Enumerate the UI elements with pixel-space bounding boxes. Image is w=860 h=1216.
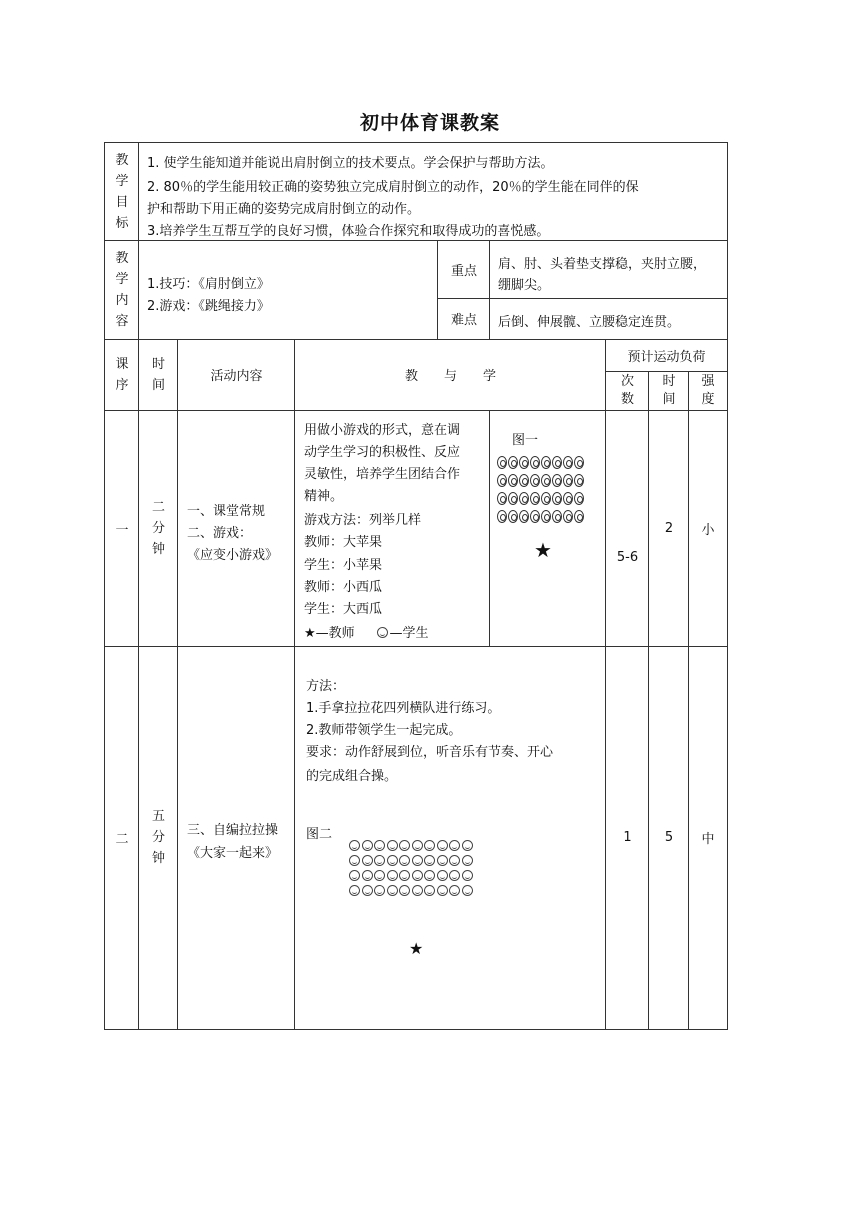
student-smiley-icon [462,840,473,851]
student-icon [508,492,518,505]
header-intensity-char: 度 [701,391,715,407]
student-smiley-icon [362,840,373,851]
student-icon [552,492,562,505]
formation-row [349,870,474,883]
row1-teach-line: 动学生学习的积极性、反应 [304,445,461,460]
figure1-formation [497,456,597,532]
row1-intensity: 小 [688,410,728,647]
student-icon [497,510,507,523]
student-smiley-icon [412,885,423,896]
header-intensity-char: 强 [701,373,715,389]
content-label-char: 容 [115,313,129,329]
student-icon [508,456,518,469]
objectives-label-char: 目 [115,194,129,210]
row2-order: 二 [104,646,139,1030]
student-icon [519,510,529,523]
student-smiley-icon [424,840,435,851]
student-smiley-icon [449,885,460,896]
header-duration-char: 间 [662,391,676,407]
student-smiley-icon [349,885,360,896]
row1-activity-line: 二、游戏： [187,526,253,541]
header-times-cell [605,371,649,411]
objective-item: 1. 使学生能知道并能说出肩肘倒立的技术要点。学会保护与帮助方法。 [147,156,554,171]
student-smiley-icon [374,870,385,881]
difficulty-text-cell [489,298,728,340]
objectives-label-char: 标 [115,215,129,231]
student-smiley-icon [387,855,398,866]
student-smiley-icon [437,870,448,881]
student-smiley-icon [449,840,460,851]
row1-order: 一 [104,410,139,647]
row1-teach-cell [294,410,490,647]
row1-activity-cell [177,410,295,647]
student-smiley-icon [424,870,435,881]
student-icon [541,492,551,505]
header-teach: 教 与 学 [294,339,606,411]
row2-time-char: 五 [151,809,165,824]
row1-teach-line: 学生：小苹果 [304,558,383,573]
student-icon [552,474,562,487]
header-time-cell [138,339,178,411]
student-icon [563,492,573,505]
page-title: 初中体育课教案 [359,112,500,134]
student-smiley-icon [362,855,373,866]
content-items-cell [138,240,438,340]
student-smiley-icon [437,885,448,896]
student-icon [541,474,551,487]
student-smiley-icon [449,855,460,866]
student-icon [508,474,518,487]
student-icon [530,456,540,469]
student-smiley-icon [349,870,360,881]
content-label-cell [104,240,139,340]
objective-item: 2. 80％的学生能用较正确的姿势独立完成肩肘倒立的动作，20％的学生能在同伴的保 [147,180,639,195]
row1-time-char: 二 [151,499,165,515]
row1-activity-line: 《应变小游戏》 [187,548,279,563]
row2-time-cell [138,646,178,1030]
key-point-text: 绷脚尖。 [498,278,551,293]
student-smiley-icon [374,855,385,866]
header-time-char: 间 [151,377,165,393]
row2-intensity: 中 [688,646,728,1030]
header-duration-char: 时 [662,373,676,389]
objective-item: 3.培养学生互帮互学的良好习惯，体验合作探究和取得成功的喜悦感。 [147,224,550,239]
row1-duration: 2 [648,410,689,647]
difficulty-text: 后倒、伸展髋、立腰稳定连贯。 [498,315,681,330]
row2-teach-line: 2.教师带领学生一起完成。 [306,723,462,738]
objective-item: 护和帮助下用正确的姿势完成肩肘倒立的动作。 [147,202,421,217]
student-smiley-icon [399,855,410,866]
content-label-char: 学 [115,271,129,287]
row1-teach-line: 教师：小西瓜 [304,580,383,595]
student-smiley-icon [349,840,360,851]
student-smiley-icon [437,840,448,851]
student-icon [530,492,540,505]
key-point-text-cell [489,240,728,299]
key-point-label: 重点 [437,240,490,299]
student-icon [530,510,540,523]
formation-row [497,474,585,488]
content-item: 2.游戏：《跳绳接力》 [147,299,270,314]
student-smiley-icon [399,840,410,851]
student-smiley-icon [462,885,473,896]
key-point-text: 肩、肘、头着垫支撑稳，夹肘立腰， [498,257,707,272]
formation-row [497,456,585,470]
student-icon [519,456,529,469]
student-smiley-icon [374,885,385,896]
objectives-label-char: 教 [115,152,129,168]
row1-teach-line: 游戏方法：列举几样 [304,513,422,528]
row1-teach-line: 学生：大西瓜 [304,602,383,617]
row1-time-char: 分 [151,520,165,536]
figure1-label: 图一 [512,433,539,448]
student-smiley-icon [437,855,448,866]
row2-teach-line: 要求：动作舒展到位，听音乐有节奏、开心 [306,745,554,760]
header-time-char: 时 [151,356,165,372]
row2-duration: 5 [648,646,689,1030]
header-order-char: 序 [115,377,129,393]
student-icon [530,474,540,487]
teacher-star-icon: ★ [534,538,552,562]
objectives-label-char: 学 [115,173,129,189]
student-icon [541,510,551,523]
student-smiley-icon [387,840,398,851]
content-label-char: 内 [115,292,129,308]
header-times-char: 次 [620,373,634,389]
header-load: 预计运动负荷 [605,339,728,372]
content-item: 1.技巧：《肩肘倒立》 [147,277,270,292]
row2-time-char: 分 [151,830,165,845]
row2-times: 1 [605,646,649,1030]
row1-time-char: 钟 [151,541,165,557]
student-icon [497,474,507,487]
student-icon [519,492,529,505]
row1-times: 5-6 [605,410,649,647]
legend-teacher: ★—教师 [304,626,355,641]
figure2-label: 图二 [306,827,333,842]
content-label-char: 教 [115,250,129,266]
student-icon [574,456,584,469]
row1-time-cell [138,410,178,647]
teacher-star-icon: ★ [409,939,424,958]
student-smiley-icon [374,840,385,851]
row2-teach-cell [294,646,606,1030]
row2-activity-cell [177,646,295,1030]
row2-teach-line: 的完成组合操。 [306,769,398,784]
student-smiley-icon [424,885,435,896]
header-times-char: 数 [620,391,634,407]
student-smiley-icon [424,855,435,866]
row2-activity-line: 三、自编拉拉操 [187,823,279,838]
student-smiley-icon [412,870,423,881]
header-intensity-cell [688,371,728,411]
formation-row [497,510,585,524]
student-smiley-icon [412,840,423,851]
formation-row [497,492,585,506]
objectives-content-cell [138,142,728,241]
row1-legend [304,622,428,641]
student-icon [541,456,551,469]
student-smiley-icon [387,885,398,896]
legend-student: —学生 [389,626,429,641]
formation-row [349,885,474,898]
student-icon [574,474,584,487]
student-smiley-icon [449,870,460,881]
student-icon [574,492,584,505]
student-icon [563,456,573,469]
row2-teach-line: 方法： [306,679,346,694]
row1-teach-line: 用做小游戏的形式，意在调 [304,423,461,438]
student-icon [508,510,518,523]
student-smiley-icon [462,855,473,866]
student-icon [497,492,507,505]
student-icon [563,474,573,487]
student-smiley-icon [399,870,410,881]
row1-teach-line: 精神。 [304,489,344,504]
student-icon [519,474,529,487]
row1-figure-cell [489,410,606,647]
difficulty-label: 难点 [437,298,490,340]
figure2-formation [349,840,479,912]
header-order-char: 课 [115,356,129,372]
row1-teach-line: 灵敏性，培养学生团结合作 [304,467,461,482]
student-icon [563,510,573,523]
student-icon [497,456,507,469]
header-order-cell [104,339,139,411]
header-activity: 活动内容 [177,339,295,411]
row2-time-char: 钟 [151,851,165,866]
objectives-label-cell [104,142,139,241]
student-icon [552,456,562,469]
student-icon [574,510,584,523]
student-smiley-icon [377,627,388,638]
student-smiley-icon [387,870,398,881]
student-smiley-icon [362,870,373,881]
student-smiley-icon [362,885,373,896]
header-duration-cell [648,371,689,411]
row1-teach-line: 教师：大苹果 [304,535,383,550]
student-smiley-icon [399,885,410,896]
student-smiley-icon [412,855,423,866]
row2-activity-line: 《大家一起来》 [187,846,279,861]
formation-row [349,840,474,853]
row2-teach-line: 1.手拿拉拉花四列横队进行练习。 [306,701,501,716]
student-smiley-icon [349,855,360,866]
row1-activity-line: 一、课堂常规 [187,504,266,519]
formation-row [349,855,474,868]
student-smiley-icon [462,870,473,881]
student-icon [552,510,562,523]
